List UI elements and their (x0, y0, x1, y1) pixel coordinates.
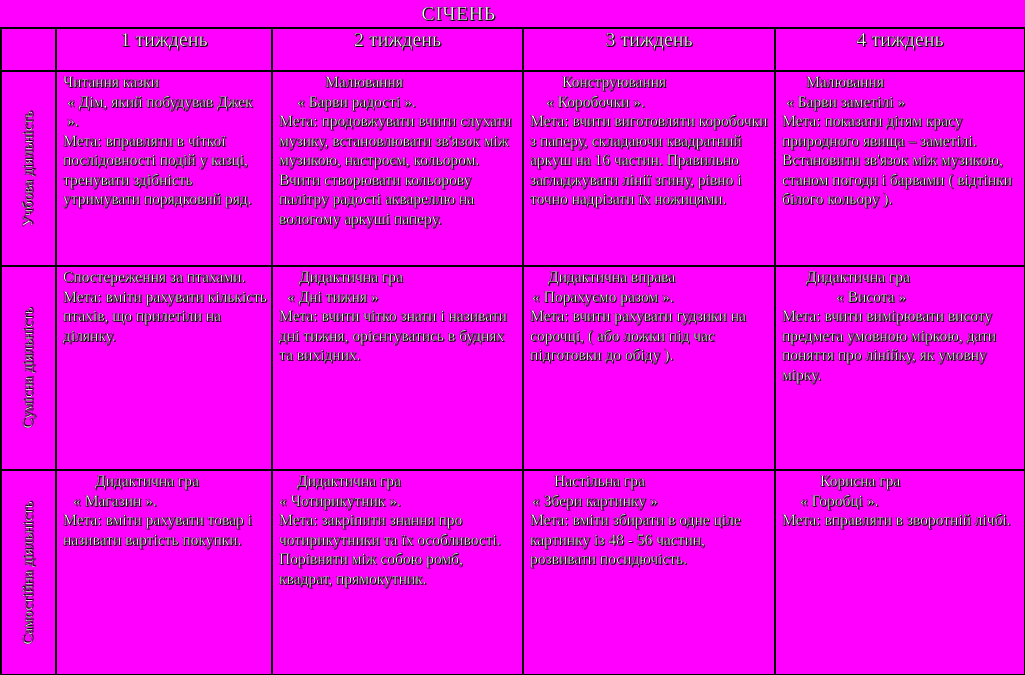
table-row (1, 470, 1025, 675)
activity-cell (523, 266, 775, 470)
activity-aim: Мета: вчити вимірювати висоту предмета умовною міркою, дати поняття про лінійку, як умовну мірку. (782, 308, 997, 384)
activity-type: Корисна гра (820, 473, 901, 490)
activity-type: Малювання (806, 74, 884, 91)
activity-cell (523, 71, 775, 266)
row-label-cell (1, 71, 56, 266)
activity-aim: Мета: вправляти в зворотній лічбі. (782, 512, 1011, 529)
activity-aim: Мета: вміти рахувати товар і називати вартість покупки. (63, 512, 252, 549)
activity-type: Дидактична гра (95, 473, 199, 490)
activity-type: Дидактична вправа (548, 269, 676, 286)
activity-aim: Мета: вчити чітко знати і називати дні тижня, орієнтуватись в буднях та вихідних. (279, 308, 507, 364)
activity-aim: Мета: показати дітям красу природного явища – заметілі. Встановити зв'язок між музикою, станом погоди і барвами ( відтінки білого кольору ). (782, 113, 1012, 208)
activity-cell (775, 71, 1025, 266)
table-row (1, 266, 1025, 470)
activity-type: Дидактична гра (299, 269, 403, 286)
activity-aim: Мета: вправляти в чіткої послідовності подій у казці, тренувати здібність утримувати порядковий ряд. (63, 132, 252, 208)
activity-aim: Мета: закріпити знання про чотирикутники та їх особливості. Порівняти між собою ромб, квадрат, прямокутник. (279, 512, 501, 588)
row-label: Самостійна діяльність (20, 500, 36, 645)
activity-name: « Дні тижня » (287, 288, 379, 306)
activity-type: Читання казки (63, 74, 159, 91)
activity-name: « Збери картинку » (532, 492, 658, 510)
activity-aim: Мета: продовжувати вчити слухати музику, встановлювати зв'язок між музикою, настроєм, кольором. Вчити створювати кольорову палітру радості аквареллю на вологому аркуші паперу. (279, 113, 512, 228)
corner-cell (1, 28, 56, 71)
activity-cell (775, 470, 1025, 675)
activity-name: « Порахуємо разом ». (532, 288, 674, 306)
activity-cell (56, 266, 272, 470)
row-label: Учбова діяльність (20, 110, 36, 227)
activity-aim: Мета: вчити виготовляти коробочки з паперу, складаючи квадратний аркуш на 16 частин. Правильно загладжувати лінії згину, рівно і точно надрізати їх ножицями. (530, 113, 768, 208)
activity-name: « Чотирикутник ». (279, 492, 401, 510)
activity-name: « Барви заметілі » (786, 93, 906, 111)
activity-name: « Дім, який побудував Джек ». (67, 93, 253, 130)
activity-name: « Магазин ». (73, 492, 157, 510)
week-header: 1 тиждень (56, 28, 272, 71)
activity-cell (272, 266, 523, 470)
activity-aim: Мета: вміти збирати в одне ціле картинку із 48 - 56 частин, розвивати посидючість. (530, 512, 741, 568)
activity-cell (523, 470, 775, 675)
activity-type: Дидактична гра (297, 473, 401, 490)
row-label-cell (1, 266, 56, 470)
activity-aim: Мета: вміти рахувати кількість птахів, що прилетіли на ділянку. (63, 288, 267, 345)
activity-cell (775, 266, 1025, 470)
activity-type: Малювання (325, 74, 403, 91)
table-row (1, 71, 1025, 266)
page-title: СІЧЕНЬ (421, 3, 496, 25)
activity-cell (56, 470, 272, 675)
activity-cell (272, 470, 523, 675)
week-header: 2 тиждень (272, 28, 523, 71)
activity-name: « Горобці ». (800, 492, 879, 510)
activity-type: Дидактична гра (806, 269, 910, 286)
activity-type: Настільна гра (554, 473, 645, 490)
activity-name: « Коробочки ». (546, 93, 645, 111)
activity-name: « Висота » (836, 288, 907, 306)
activity-cell (56, 71, 272, 266)
header-row (1, 28, 1025, 71)
week-header: 4 тиждень (775, 28, 1025, 71)
row-label-cell (1, 470, 56, 675)
activity-cell (272, 71, 523, 266)
activity-aim: Мета: вчити рахувати ґудзики на сорочці, ( або ложки під час підготовки до обіду ). (530, 308, 746, 364)
activity-type: Спостереження за птахами. (63, 269, 246, 286)
row-label: Сумісна діяльність (20, 307, 36, 429)
activity-type: Конструювання (562, 74, 667, 91)
week-header: 3 тиждень (523, 28, 775, 71)
weekly-plan-table (0, 27, 1025, 675)
activity-name: « Барви радості ». (297, 93, 416, 111)
